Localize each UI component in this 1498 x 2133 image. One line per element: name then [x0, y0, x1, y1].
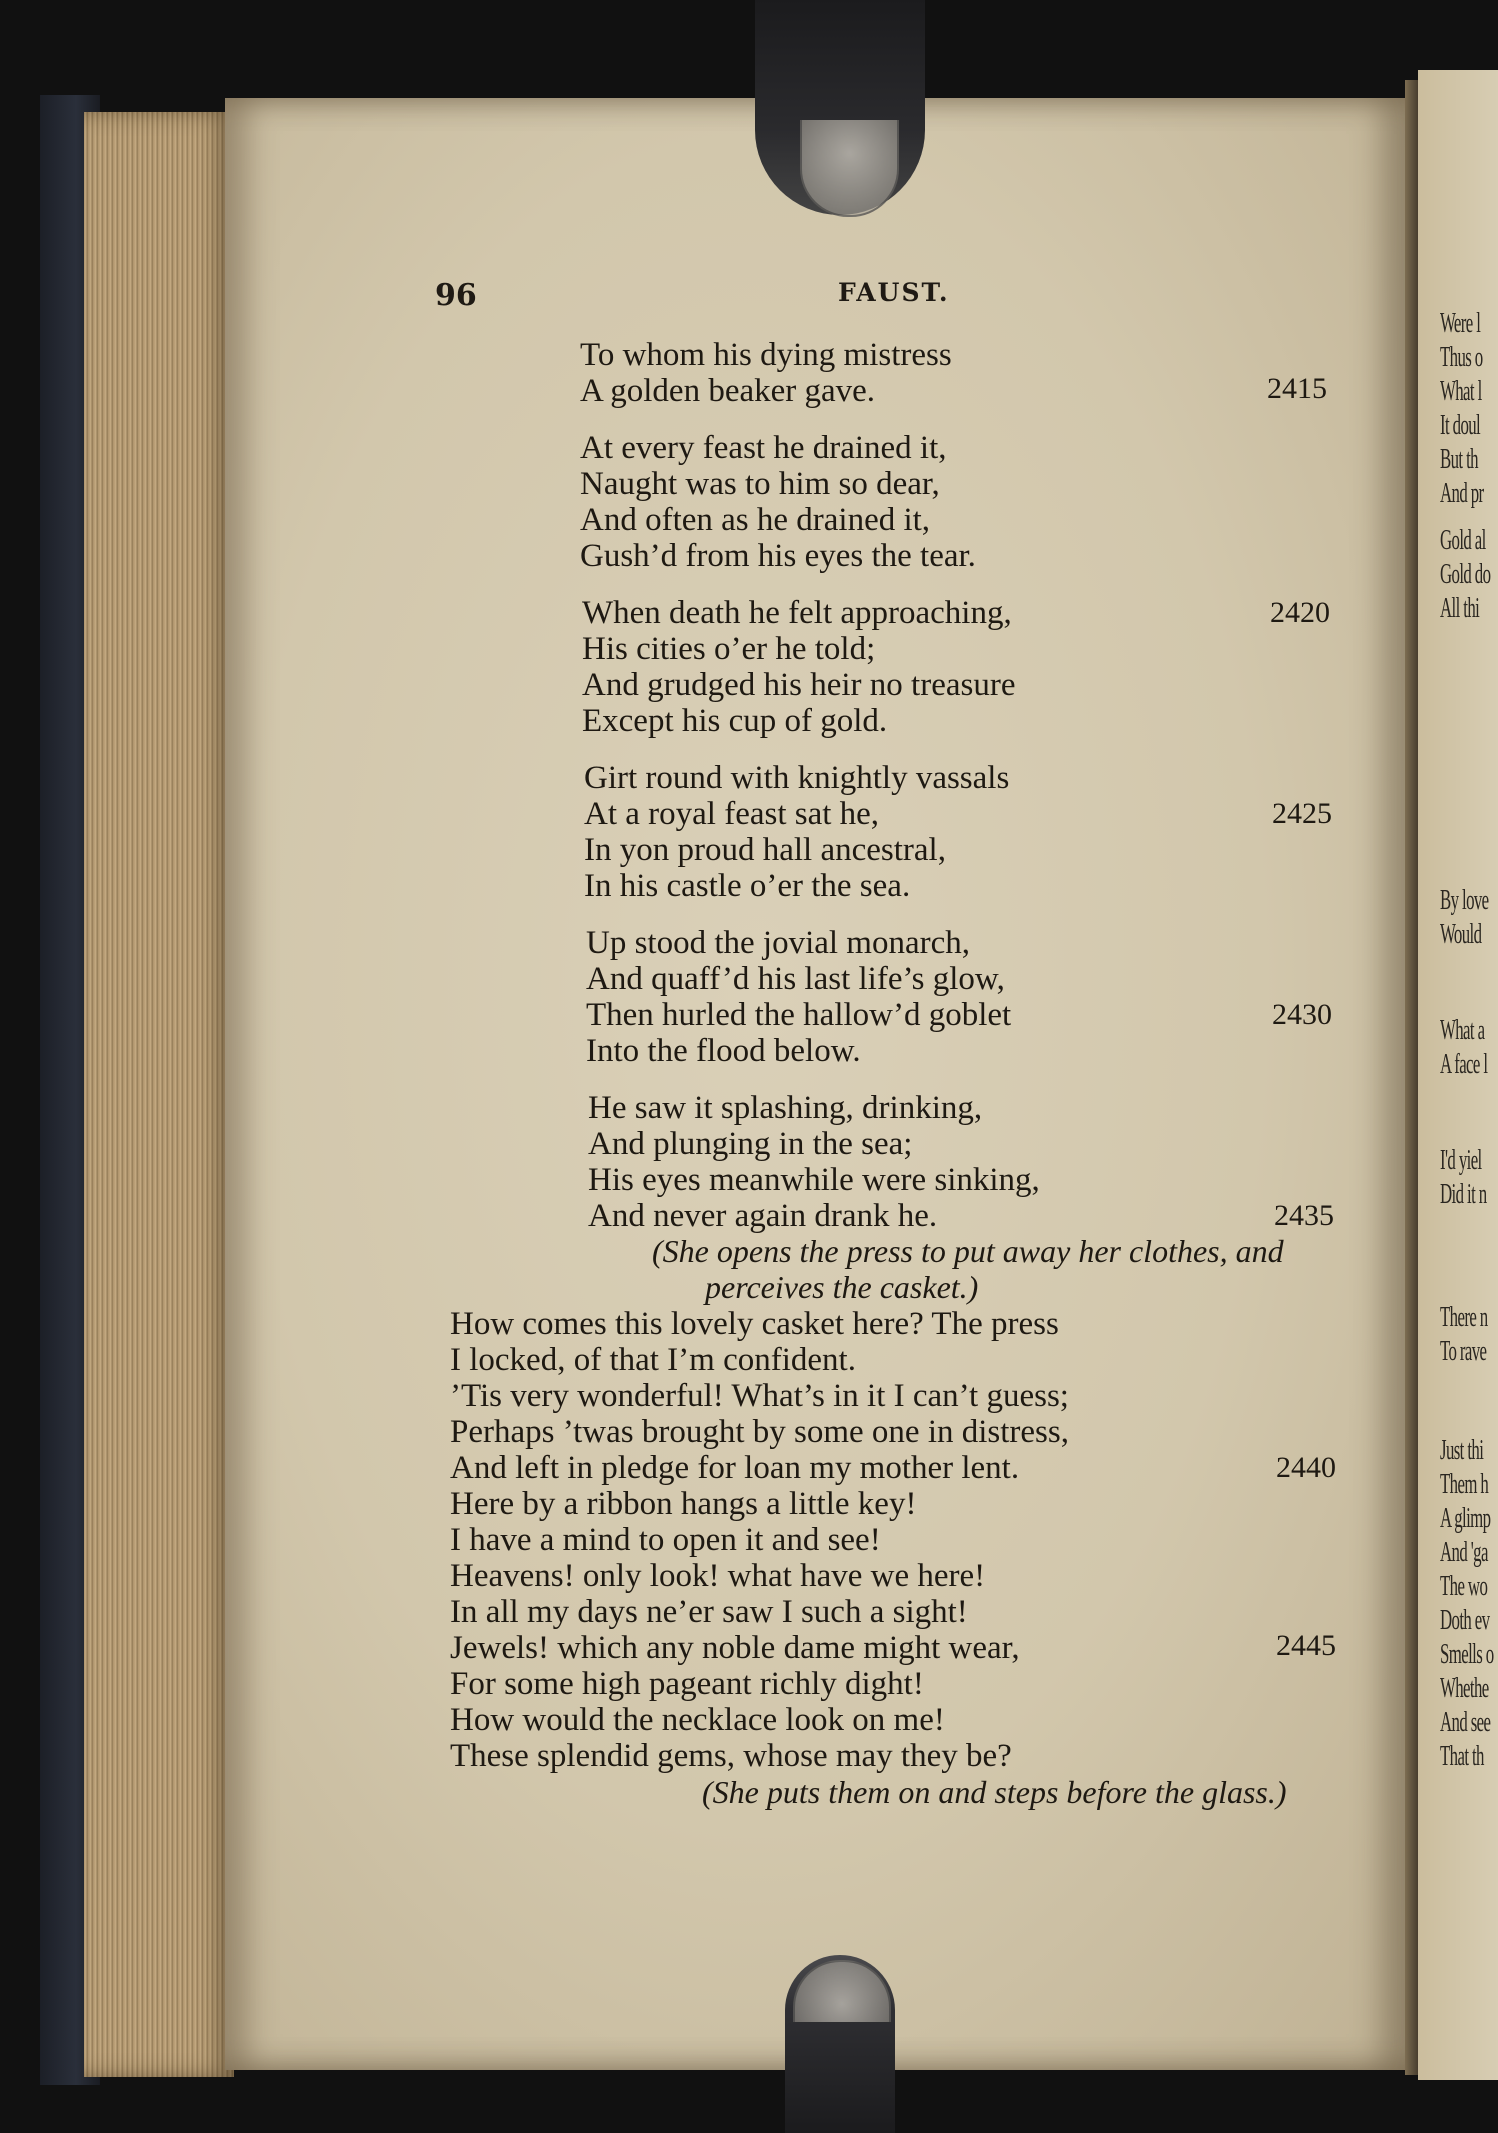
- next-page-line: What a: [1440, 1015, 1485, 1046]
- next-page-line: All thi: [1440, 593, 1480, 624]
- verse-line: Then hurled the hallow’d goblet: [586, 997, 1012, 1033]
- next-page-line: And pr: [1440, 478, 1484, 509]
- verse-line: And grudged his heir no treasure: [582, 667, 1016, 703]
- next-page-line: Would: [1440, 919, 1482, 950]
- next-page-line: But th: [1440, 444, 1478, 475]
- verse-line: Into the flood below.: [586, 1033, 861, 1069]
- line-number: 2440: [1276, 1451, 1336, 1484]
- next-page-line: Did it n: [1440, 1179, 1487, 1210]
- stage-direction: perceives the casket.): [705, 1269, 979, 1305]
- verse-line: A golden beaker gave.: [580, 373, 876, 409]
- verse-line: Naught was to him so dear,: [580, 466, 940, 502]
- speech-line: ’Tis very wonderful! What’s in it I can’t guess;: [450, 1378, 1069, 1414]
- verse-line: In his castle o’er the sea.: [584, 868, 911, 904]
- speech-line: In all my days ne’er saw I such a sight!: [450, 1594, 968, 1630]
- speech-line: Heavens! only look! what have we here!: [450, 1558, 986, 1594]
- next-page-line: Them h: [1440, 1469, 1489, 1500]
- next-page-line: That th: [1440, 1741, 1484, 1772]
- line-number: 2425: [1272, 797, 1332, 830]
- speech-line: These splendid gems, whose may they be?: [450, 1738, 1012, 1774]
- verse-line: He saw it splashing, drinking,: [588, 1090, 983, 1126]
- next-page-line: Gold al: [1440, 525, 1486, 556]
- verse-line: At a royal feast sat he,: [584, 796, 880, 832]
- next-page-fragment: [1418, 70, 1498, 2080]
- verse-line: Except his cup of gold.: [582, 703, 888, 739]
- line-number: 2445: [1276, 1629, 1336, 1662]
- next-page-line: I'd yiel: [1440, 1145, 1482, 1176]
- next-page-line: Gold do: [1440, 559, 1491, 590]
- page-header: [0, 270, 1481, 313]
- verse-line: His eyes meanwhile were sinking,: [588, 1162, 1040, 1198]
- verse-line: Gush’d from his eyes the tear.: [580, 538, 976, 574]
- verse-line: And quaff’d his last life’s glow,: [586, 961, 1005, 997]
- verse-line: In yon proud hall ancestral,: [584, 832, 946, 868]
- speech-line: I have a mind to open it and see!: [450, 1522, 881, 1558]
- verse-line: And often as he drained it,: [580, 502, 931, 538]
- next-page-line: Doth ev: [1440, 1605, 1490, 1636]
- next-page-line: Smells o: [1440, 1639, 1494, 1670]
- verse-line: Up stood the jovial monarch,: [586, 925, 971, 961]
- speech-line: I locked, of that I’m confident.: [450, 1342, 856, 1378]
- speech-line: Here by a ribbon hangs a little key!: [450, 1486, 917, 1522]
- verse-line: At every feast he drained it,: [580, 430, 947, 466]
- book-clip-top-tab: [800, 120, 899, 217]
- next-page-line: It doul: [1440, 410, 1481, 441]
- verse-line: To whom his dying mistress: [580, 337, 952, 373]
- speech-line: How would the necklace look on me!: [450, 1702, 945, 1738]
- next-page-line: And see: [1440, 1707, 1491, 1738]
- next-page-line: What l: [1440, 376, 1482, 407]
- running-title: FAUST.: [838, 278, 950, 307]
- line-number: 2415: [1267, 372, 1327, 405]
- next-page-line: Just thi: [1440, 1435, 1484, 1466]
- speech-line: For some high pageant richly dight!: [450, 1666, 924, 1702]
- next-page-line: A face l: [1440, 1049, 1488, 1080]
- speech-line: And left in pledge for loan my mother lent.: [450, 1450, 1020, 1486]
- line-number: 2420: [1270, 596, 1330, 629]
- verse-line: And never again drank he.: [588, 1198, 938, 1234]
- next-page-line: There n: [1440, 1302, 1488, 1333]
- verse-line: When death he felt approaching,: [582, 595, 1012, 631]
- next-page-line: A glimp: [1440, 1503, 1491, 1534]
- verse-line: His cities o’er he told;: [582, 631, 876, 667]
- next-page-line: And 'ga: [1440, 1537, 1488, 1568]
- next-page-line: To rave: [1440, 1336, 1487, 1367]
- page-edges: [84, 112, 234, 2077]
- page-number: 96: [435, 278, 477, 313]
- next-page-line: Were l: [1440, 308, 1481, 339]
- verse-line: And plunging in the sea;: [588, 1126, 913, 1162]
- next-page-line: Thus o: [1440, 342, 1483, 373]
- next-page-line: By love: [1440, 885, 1489, 916]
- next-page-line: The wo: [1440, 1571, 1488, 1602]
- stage-direction: (She puts them on and steps before the glass.): [702, 1774, 1287, 1810]
- line-number: 2435: [1274, 1199, 1334, 1232]
- next-page-line: Whethe: [1440, 1673, 1489, 1704]
- stage-direction: (She opens the press to put away her clothes, and: [652, 1233, 1284, 1269]
- speech-line: Jewels! which any noble dame might wear,: [450, 1630, 1020, 1666]
- speech-line: Perhaps ’twas brought by some one in distress,: [450, 1414, 1069, 1450]
- line-number: 2430: [1272, 998, 1332, 1031]
- verse-line: Girt round with knightly vassals: [584, 760, 1010, 796]
- speech-line: How comes this lovely casket here? The press: [450, 1306, 1059, 1342]
